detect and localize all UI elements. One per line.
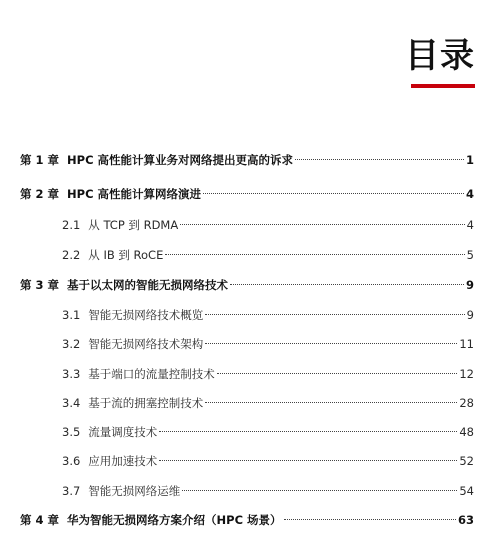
toc-entry-title: 基于以太网的智能无损网络技术 <box>67 278 229 292</box>
toc-entry-number: 第 2 章 <box>20 187 60 201</box>
toc-entry-title: HPC 高性能计算业务对网络提出更高的诉求 <box>67 153 294 167</box>
toc-entry-number: 第 1 章 <box>20 153 60 167</box>
toc-dot-leader <box>217 373 458 374</box>
toc-entry-title: 智能无损网络技术架构 <box>88 337 204 351</box>
toc-chapter-entry[interactable] <box>20 275 474 295</box>
toc-page-number: 28 <box>459 396 474 410</box>
toc-entry-number: 第 4 章 <box>20 513 60 527</box>
toc-entry-title: 基于端口的流量控制技术 <box>88 367 215 381</box>
toc-entry-number: 2.2 <box>62 248 81 262</box>
toc-dot-leader <box>180 224 464 225</box>
page-title: 目录 <box>405 36 475 76</box>
toc-section-entry[interactable] <box>62 305 474 325</box>
toc-dot-leader <box>284 519 456 520</box>
toc-entry-title: 应用加速技术 <box>88 454 158 468</box>
toc-section-entry[interactable] <box>62 422 474 442</box>
toc-section-entry[interactable] <box>62 215 474 235</box>
toc-page-number: 4 <box>466 218 474 232</box>
toc-page-number: 11 <box>459 337 474 351</box>
toc-dot-leader <box>205 402 457 403</box>
toc-entry-number: 3.4 <box>62 396 81 410</box>
toc-page-number: 4 <box>465 187 474 201</box>
toc-section-entry[interactable] <box>62 451 474 471</box>
toc-dot-leader <box>295 159 464 160</box>
toc-entry-number: 3.3 <box>62 367 81 381</box>
toc-chapter-entry[interactable] <box>20 150 474 170</box>
toc-entry-number: 2.1 <box>62 218 81 232</box>
toc-dot-leader <box>182 490 457 491</box>
toc-page-number: 9 <box>465 278 474 292</box>
toc-entry-title: 智能无损网络技术概览 <box>88 308 204 322</box>
toc-entry-title: 华为智能无损网络方案介绍（HPC 场景） <box>67 513 282 527</box>
toc-section-entry[interactable] <box>62 245 474 265</box>
toc-page-number: 1 <box>465 153 474 167</box>
toc-dot-leader <box>203 193 464 194</box>
toc-dot-leader <box>205 314 464 315</box>
toc-section-entry[interactable] <box>62 393 474 413</box>
toc-page-number: 9 <box>466 308 474 322</box>
toc-entry-title: 基于流的拥塞控制技术 <box>88 396 204 410</box>
toc-entry-title: 从 TCP 到 RDMA <box>88 218 179 232</box>
toc-section-entry[interactable] <box>62 364 474 384</box>
toc-entry-title: HPC 高性能计算网络演进 <box>67 187 202 201</box>
toc-dot-leader <box>205 343 457 344</box>
toc-dot-leader <box>230 284 464 285</box>
toc-page-number: 5 <box>466 248 474 262</box>
toc-page-number: 12 <box>459 367 474 381</box>
toc-chapter-entry[interactable] <box>20 510 474 530</box>
toc-entry-number: 3.2 <box>62 337 81 351</box>
toc-section-entry[interactable] <box>62 481 474 501</box>
toc-entry-number: 第 3 章 <box>20 278 60 292</box>
toc-entry-number: 3.1 <box>62 308 81 322</box>
toc-chapter-entry[interactable] <box>20 184 474 204</box>
toc-entry-number: 3.7 <box>62 484 81 498</box>
toc-section-entry[interactable] <box>62 334 474 354</box>
toc-entry-title: 智能无损网络运维 <box>88 484 181 498</box>
toc-dot-leader <box>159 460 457 461</box>
toc-page-number: 63 <box>457 513 474 527</box>
toc-dot-leader <box>159 431 457 432</box>
toc-entry-number: 3.5 <box>62 425 81 439</box>
toc-entry-title: 从 IB 到 RoCE <box>88 248 164 262</box>
toc-entry-number: 3.6 <box>62 454 81 468</box>
title-underline <box>411 84 475 88</box>
toc-page-number: 52 <box>459 454 474 468</box>
toc-entry-title: 流量调度技术 <box>88 425 158 439</box>
toc-page-number: 54 <box>459 484 474 498</box>
toc-dot-leader <box>165 254 464 255</box>
toc-page-number: 48 <box>459 425 474 439</box>
